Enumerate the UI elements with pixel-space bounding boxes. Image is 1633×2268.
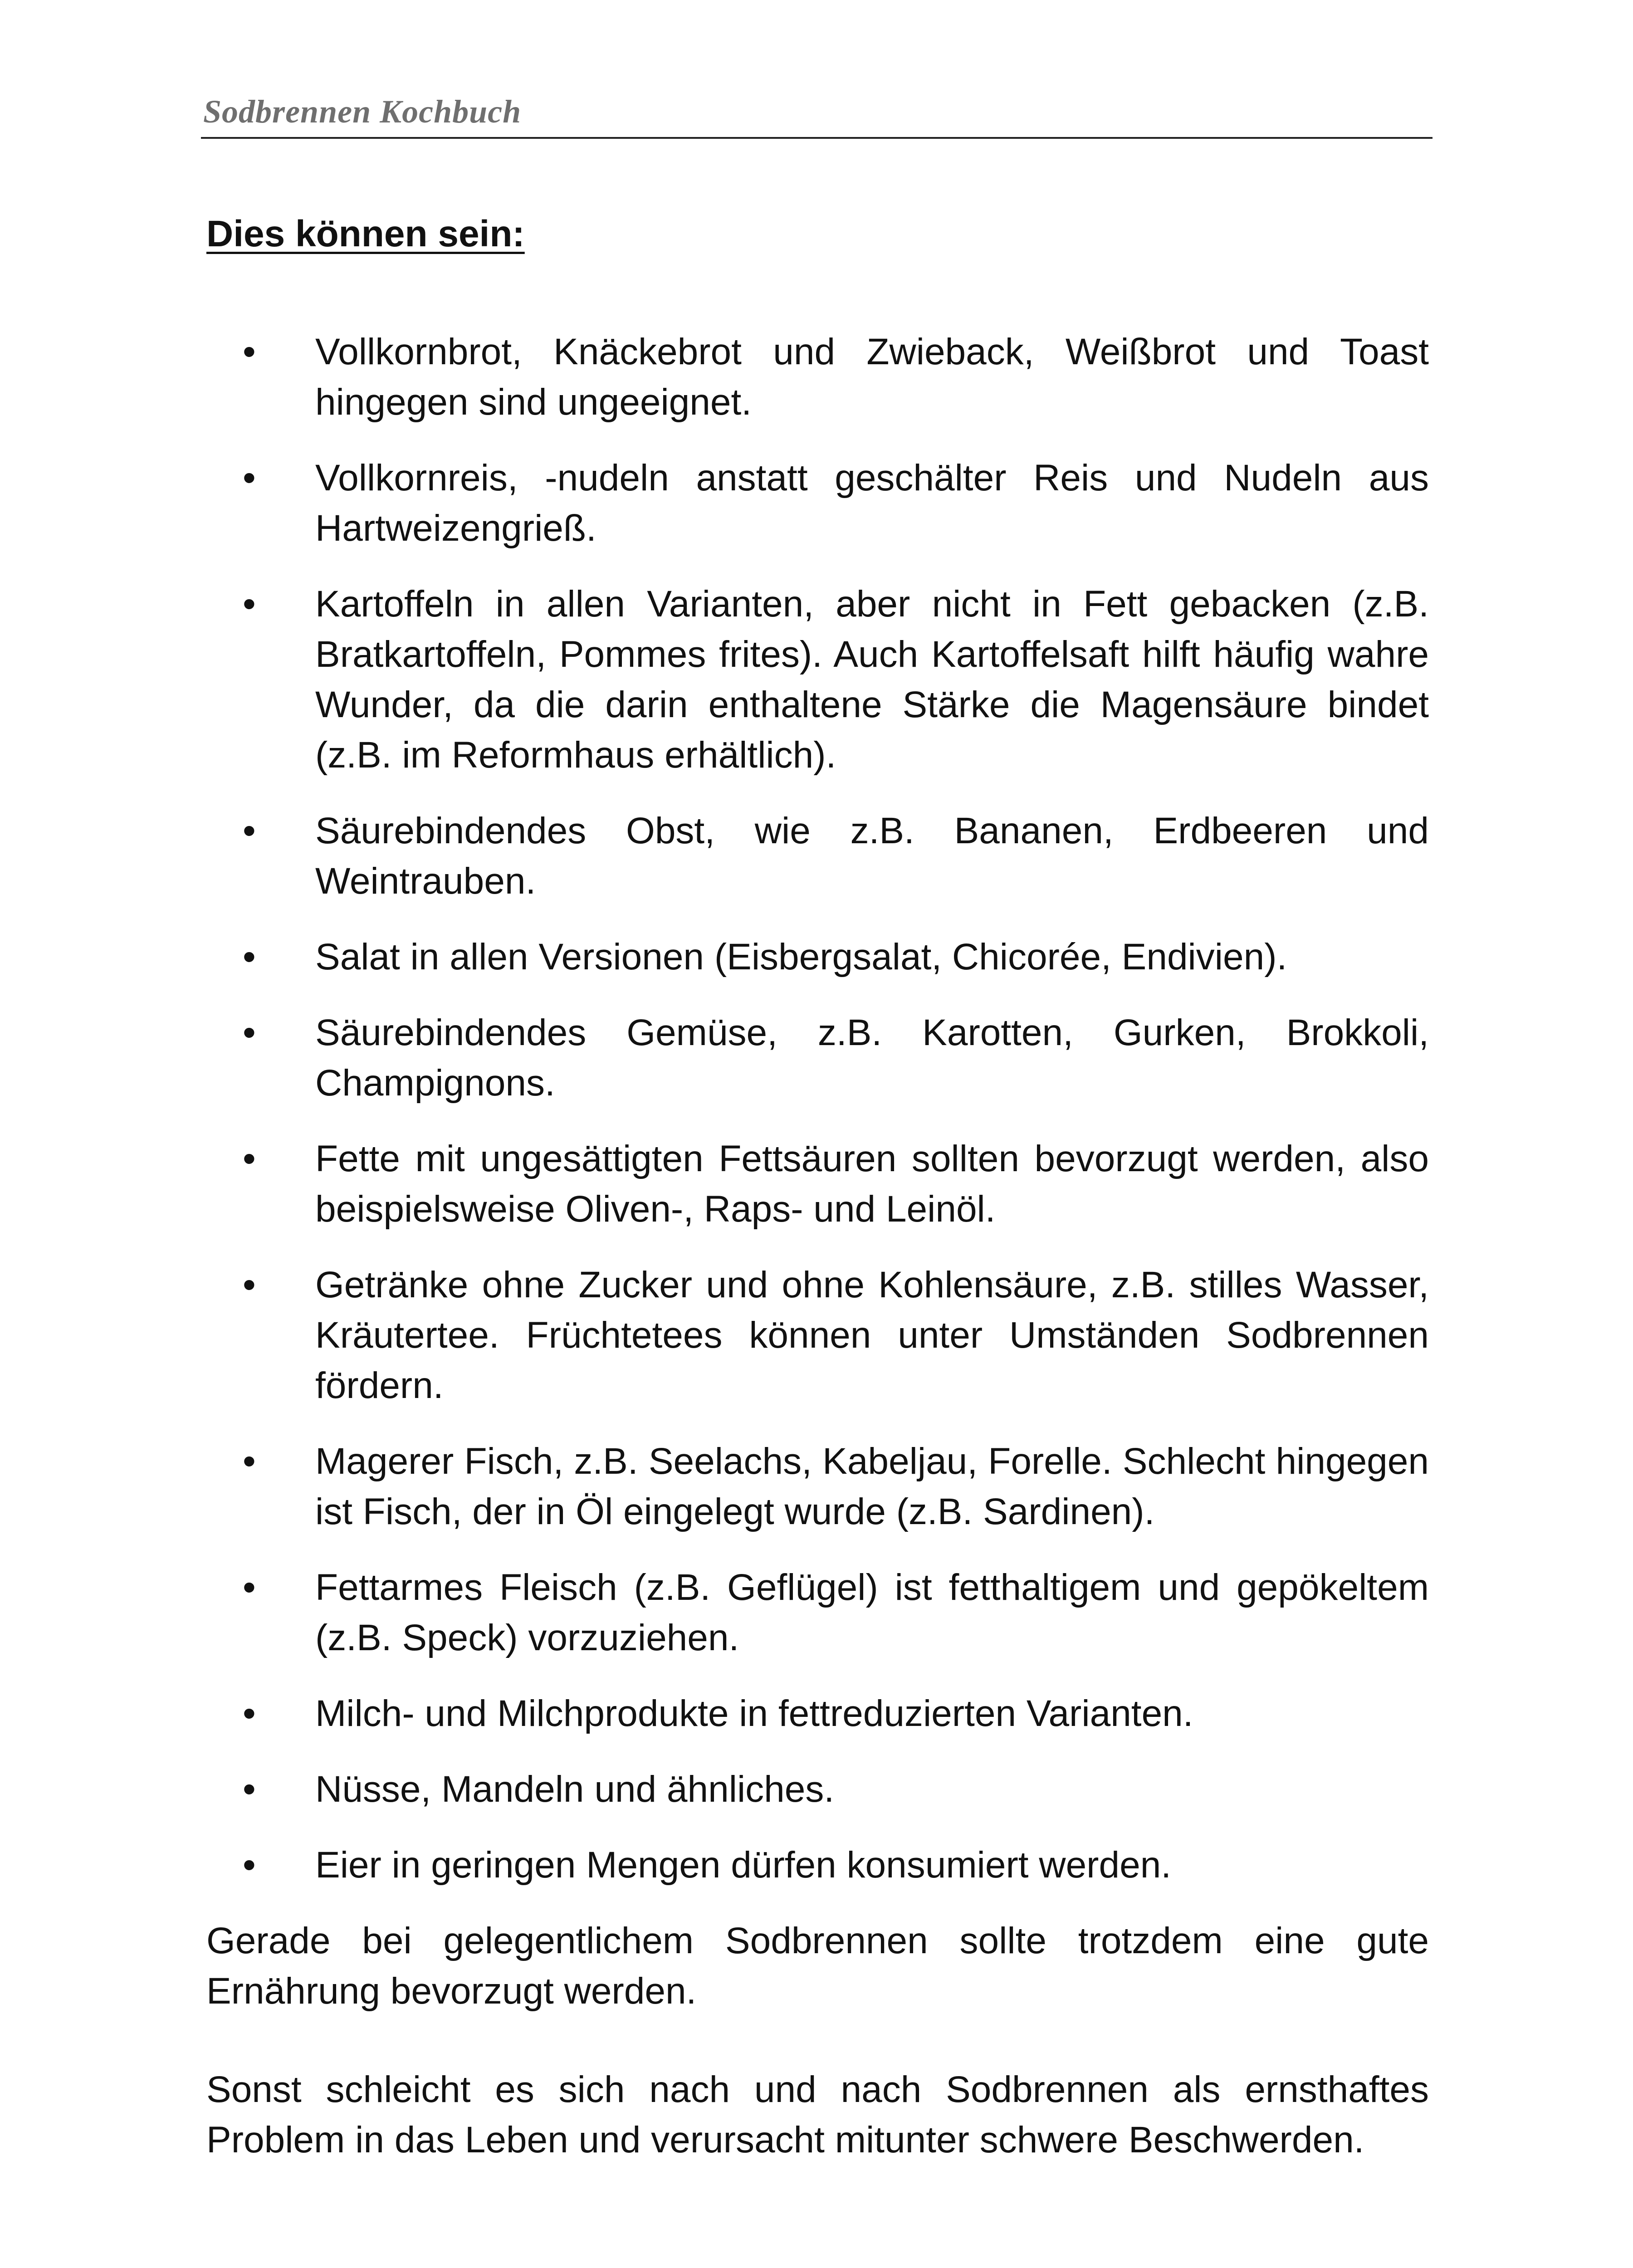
list-item-text: Milch- und Milchprodukte in fettreduzierten Varianten. <box>315 1693 1193 1734</box>
bullet-icon: • <box>243 1441 256 1482</box>
list-item-text: Kartoffeln in allen Varianten, aber nicht in Fett gebacken (z.B. Bratkartoffeln, Pommes frites). Auch Kartoffelsaft hilft häufig wahre Wunder, da die darin enthaltene Stärke die Magensäure bindet (z.B. im Reformhaus erhältlich). <box>315 583 1429 776</box>
list-item <box>206 327 1429 427</box>
bullet-icon: • <box>243 457 256 499</box>
bullet-icon: • <box>243 1567 256 1608</box>
list-item <box>206 1562 1429 1663</box>
bullet-icon: • <box>243 1693 256 1734</box>
list-item-text: Fettarmes Fleisch (z.B. Geflügel) ist fetthaltigem und gepökeltem (z.B. Speck) vorzuziehen. <box>315 1567 1429 1658</box>
list-item <box>206 1260 1429 1411</box>
list-item-text: Getränke ohne Zucker und ohne Kohlensäure, z.B. stilles Wasser, Kräutertee. Früchtetees können unter Umständen Sodbrennen fördern. <box>315 1264 1429 1406</box>
body-paragraph: Sonst schleicht es sich nach und nach Sodbrennen als ernsthaftes Problem in das Leben und verursacht mitunter schwere Beschwerden. <box>206 2069 1429 2160</box>
bullet-icon: • <box>243 1138 256 1179</box>
list-item <box>206 579 1429 780</box>
list-item-text: Eier in geringen Mengen dürfen konsumiert werden. <box>315 1844 1172 1886</box>
bullet-icon: • <box>243 583 256 625</box>
running-header-title: Sodbrennen Kochbuch <box>203 93 522 130</box>
list-item <box>206 1436 1429 1537</box>
bullet-icon: • <box>243 936 256 978</box>
list-item <box>206 1840 1429 1890</box>
list-item-text: Nüsse, Mandeln und ähnliches. <box>315 1769 835 1810</box>
bullet-icon: • <box>243 331 256 372</box>
list-item <box>206 1688 1429 1739</box>
header-rule <box>201 137 1433 139</box>
list-item <box>206 1007 1429 1108</box>
bullet-list <box>206 327 1429 1890</box>
bullet-icon: • <box>243 1844 256 1886</box>
list-item <box>206 806 1429 906</box>
list-item-text: Säurebindendes Gemüse, z.B. Karotten, Gurken, Brokkoli, Champignons. <box>315 1012 1429 1104</box>
section-title: Dies können sein: <box>206 213 525 254</box>
list-item <box>206 453 1429 553</box>
list-item-text: Magerer Fisch, z.B. Seelachs, Kabeljau, Forelle. Schlecht hingegen ist Fisch, der in Öl eingelegt wurde (z.B. Sardinen). <box>315 1441 1429 1532</box>
list-item-text: Salat in allen Versionen (Eisbergsalat, Chicorée, Endivien). <box>315 936 1287 978</box>
list-item-text: Vollkornbrot, Knäckebrot und Zwieback, Weißbrot und Toast hingegen sind ungeeignet. <box>315 331 1429 423</box>
page-content <box>206 209 1429 2213</box>
bullet-icon: • <box>243 810 256 851</box>
bullet-icon: • <box>243 1012 256 1053</box>
list-item-text: Säurebindendes Obst, wie z.B. Bananen, Erdbeeren und Weintrauben. <box>315 810 1429 902</box>
list-item-text: Fette mit ungesättigten Fettsäuren sollten bevorzugt werden, also beispielsweise Oliven-, Raps- und Leinöl. <box>315 1138 1429 1230</box>
list-item-text: Vollkornreis, -nudeln anstatt geschälter Reis und Nudeln aus Hartweizengrieß. <box>315 457 1429 549</box>
list-item <box>206 932 1429 982</box>
list-item <box>206 1764 1429 1814</box>
body-paragraph: Gerade bei gelegentlichem Sodbrennen sollte trotzdem eine gute Ernährung bevorzugt werden. <box>206 1920 1429 2012</box>
bullet-icon: • <box>243 1769 256 1810</box>
list-item <box>206 1134 1429 1234</box>
bullet-icon: • <box>243 1264 256 1305</box>
